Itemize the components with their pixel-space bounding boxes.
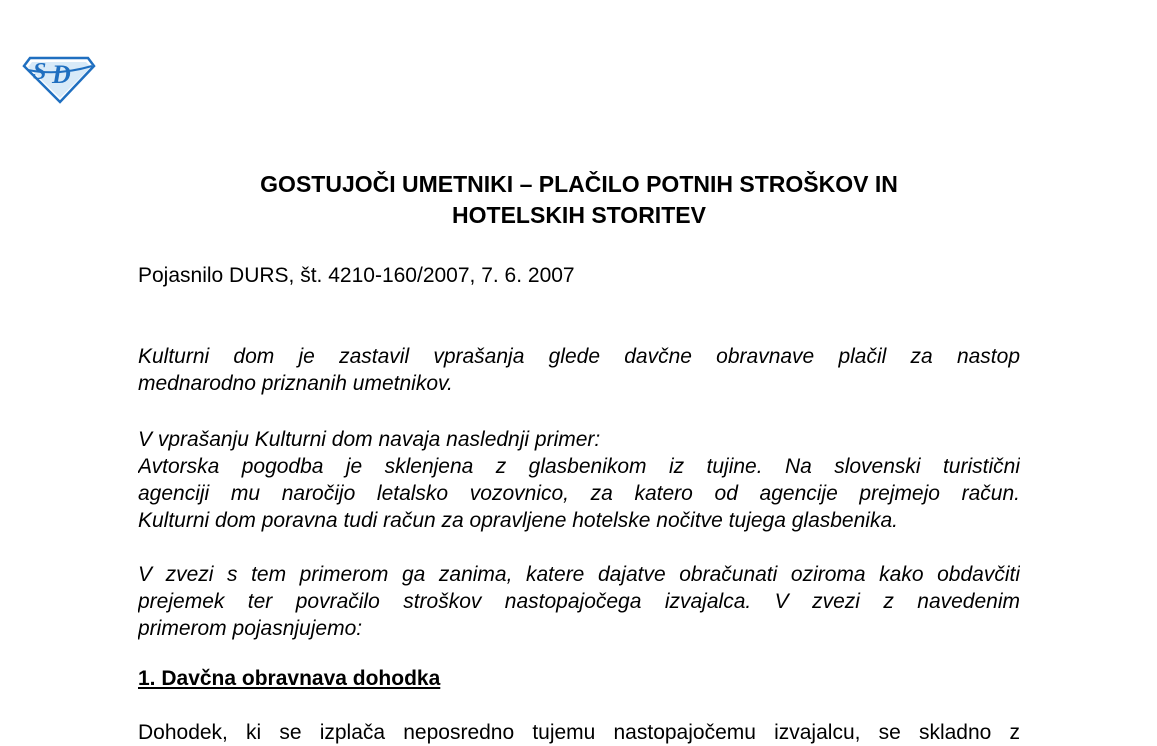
paragraph-2-line-3: agenciji mu naročijo letalsko vozovnico, za katero od agencije prejmejo račun. [138, 482, 1020, 505]
paragraph-2-line-4: Kulturni dom poravna tudi račun za opravljene hotelske nočitve tujega glasbenika. [138, 509, 898, 532]
paragraph-3-line-2: prejemek ter povračilo stroškov nastopajočega izvajalca. V zvezi z navedenim [138, 590, 1020, 613]
paragraph-4 [138, 719, 1020, 746]
paragraph-3-line-1: V zvezi s tem primerom ga zanima, katere dajatve obračunati oziroma kako obdavčiti [138, 563, 1020, 586]
svg-text:S: S [33, 59, 47, 85]
document-title-line-1: GOSTUJOČI UMETNIKI – PLAČILO POTNIH STROŠKOV IN [260, 171, 898, 197]
paragraph-1-line-2: mednarodno priznanih umetnikov. [138, 372, 453, 395]
source-reference: Pojasnilo DURS, št. 4210-160/2007, 7. 6. 2007 [138, 264, 575, 287]
document-title-line-2: HOTELSKIH STORITEV [452, 202, 706, 228]
paragraph-1-line-1: Kulturni dom je zastavil vprašanja glede davčne obravnave plačil za nastop [138, 345, 1020, 368]
paragraph-2-line-1: V vprašanju Kulturni dom navaja naslednji primer: [138, 428, 601, 451]
paragraph-3 [138, 561, 1020, 642]
paragraph-2-line-2: Avtorska pogodba je sklenjena z glasbenikom iz tujine. Na slovenski turistični [138, 455, 1020, 478]
paragraph-3-line-3: primerom pojasnjujemo: [138, 617, 363, 640]
paragraph-4-line-1: Dohodek, ki se izplača neposredno tujemu nastopajočemu izvajalcu, se skladno z [138, 721, 1020, 744]
paragraph-2 [138, 426, 1020, 534]
sd-logo [22, 50, 96, 104]
paragraph-1 [138, 343, 1020, 397]
svg-text:D: D [52, 60, 71, 89]
section-heading: 1. Davčna obravnava dohodka [138, 667, 441, 690]
